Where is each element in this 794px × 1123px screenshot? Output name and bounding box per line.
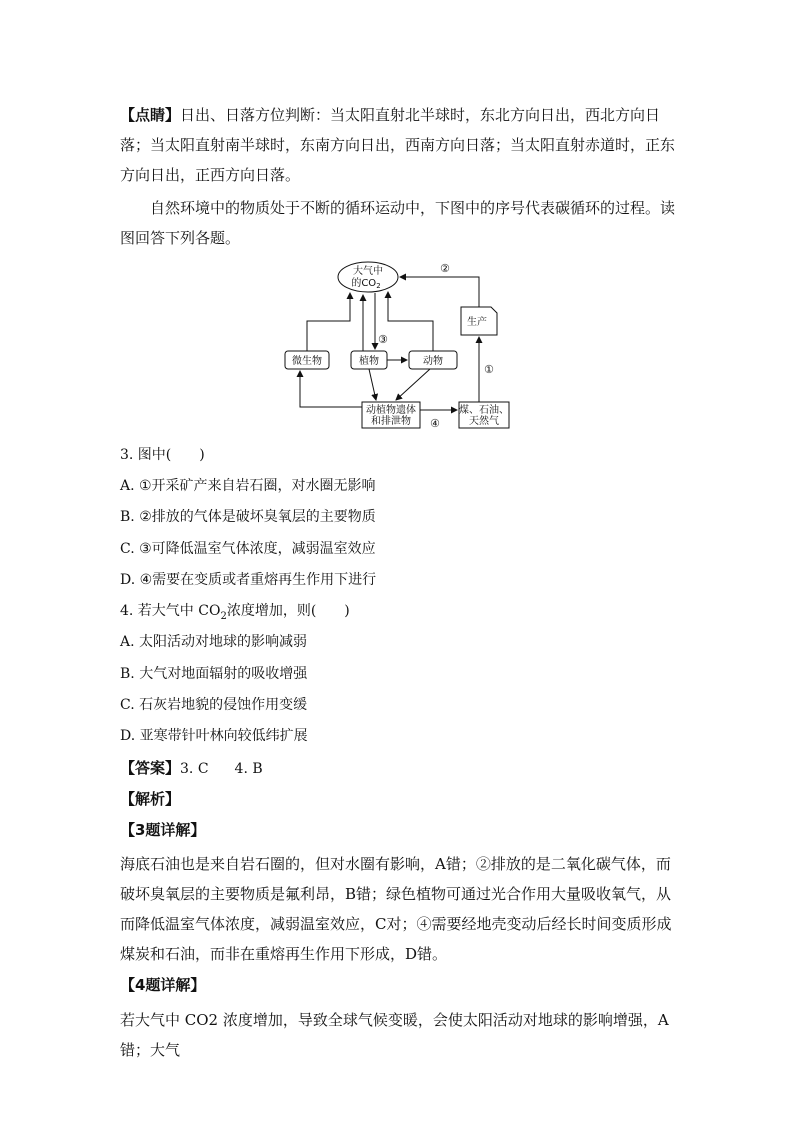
process-mark-1: ① xyxy=(484,363,494,376)
question-3-option-a: A. ①开采矿产来自岩石圈，对水圈无影响 xyxy=(120,478,376,494)
atmosphere-label-line2: 的$CO_2$ xyxy=(351,278,381,290)
tip-text: 日出、日落方位判断：当太阳直射北半球时，东北方向日出，西北方向日落；当太阳直射南半球时，东南方向日出，西南方向日落；当太阳直射赤道时，正东方向日出，正西方向日落。 xyxy=(120,106,676,184)
answer-3: 3. C xyxy=(180,761,209,777)
analysis-heading: 【解析】 xyxy=(120,790,181,808)
question-3-option-d: D. ④需要在变质或者重熔再生作用下进行 xyxy=(120,572,377,588)
question-4-option-d: D. 亚寒带针叶林向较低纬扩展 xyxy=(120,728,308,744)
question-3-option-c: C. ③可降低温室气体浓度，减弱温室效应 xyxy=(120,541,376,557)
plant-label: 植物 xyxy=(359,356,379,367)
answer-tag: 【答案】 xyxy=(120,759,181,777)
tip-paragraph xyxy=(120,100,676,190)
tip-tag: 【点睛】 xyxy=(120,106,181,124)
process-mark-3: ③ xyxy=(378,333,388,346)
arrow-micro-to-atmosphere xyxy=(307,293,350,351)
question-3-stem: 3. 图中( ) xyxy=(120,447,205,463)
question-4-option-a: A. 太阳活动对地球的影响减弱 xyxy=(120,634,308,650)
question-4-option-b: B. 大气对地面辐射的吸收增强 xyxy=(120,666,308,682)
detail-3-heading: 【3题详解】 xyxy=(120,821,206,839)
production-label: 生产 xyxy=(467,317,487,328)
carbon-cycle-diagram xyxy=(280,255,520,435)
microorganism-label: 微生物 xyxy=(292,356,322,367)
remains-label-line2: 和排泄物 xyxy=(371,416,411,427)
answer-line xyxy=(120,758,263,779)
arrow-animal-to-atmosphere xyxy=(388,292,433,351)
animal-label: 动物 xyxy=(423,356,443,367)
detail-4-heading: 【4题详解】 xyxy=(120,976,206,994)
arrow-production-to-atmosphere xyxy=(400,277,479,307)
question-4-option-c: C. 石灰岩地貌的侵蚀作用变缓 xyxy=(120,697,308,713)
question-3-option-b: B. ②排放的气体是破坏臭氧层的主要物质 xyxy=(120,509,376,525)
process-mark-4: ④ xyxy=(430,417,440,430)
atmosphere-label-line1: 大气中 xyxy=(353,266,383,277)
arrow-animal-to-remains xyxy=(396,369,430,400)
remains-label-line1: 动植物遗体 xyxy=(366,405,416,416)
arrow-remains-to-micro xyxy=(300,371,362,407)
process-mark-2: ② xyxy=(440,262,450,275)
arrow-plant-to-remains xyxy=(369,369,376,400)
fossil-label-line2: 天然气 xyxy=(469,416,499,427)
question-4-stem: 4. 若大气中 $CO_2$浓度增加，则( ) xyxy=(120,603,350,622)
detail-3-text: 海底石油也是来自岩石圈的，但对水圈有影响，A错；②排放的是二氧化碳气体，而破坏臭氧层的主要物质是氟利昂，B错；绿色植物可通过光合作用大量吸收氧气，从而降低温室气体浓度，减弱温室效应，C对；④需要经地壳变动后经长时间变质形成煤炭和石油，而非在重熔再生作用下形成，D错。 xyxy=(120,855,672,963)
fossil-label-line1: 煤、石油、 xyxy=(459,405,509,416)
intro-paragraph: 自然环境中的物质处于不断的循环运动中，下图中的序号代表碳循环的过程。读图回答下列各题。 xyxy=(120,199,676,247)
answer-4: 4. B xyxy=(234,761,263,777)
detail-4-text: 若大气中 CO2 浓度增加，导致全球气候变暖，会使太阳活动对地球的影响增强，A错；大气 xyxy=(120,1011,669,1059)
